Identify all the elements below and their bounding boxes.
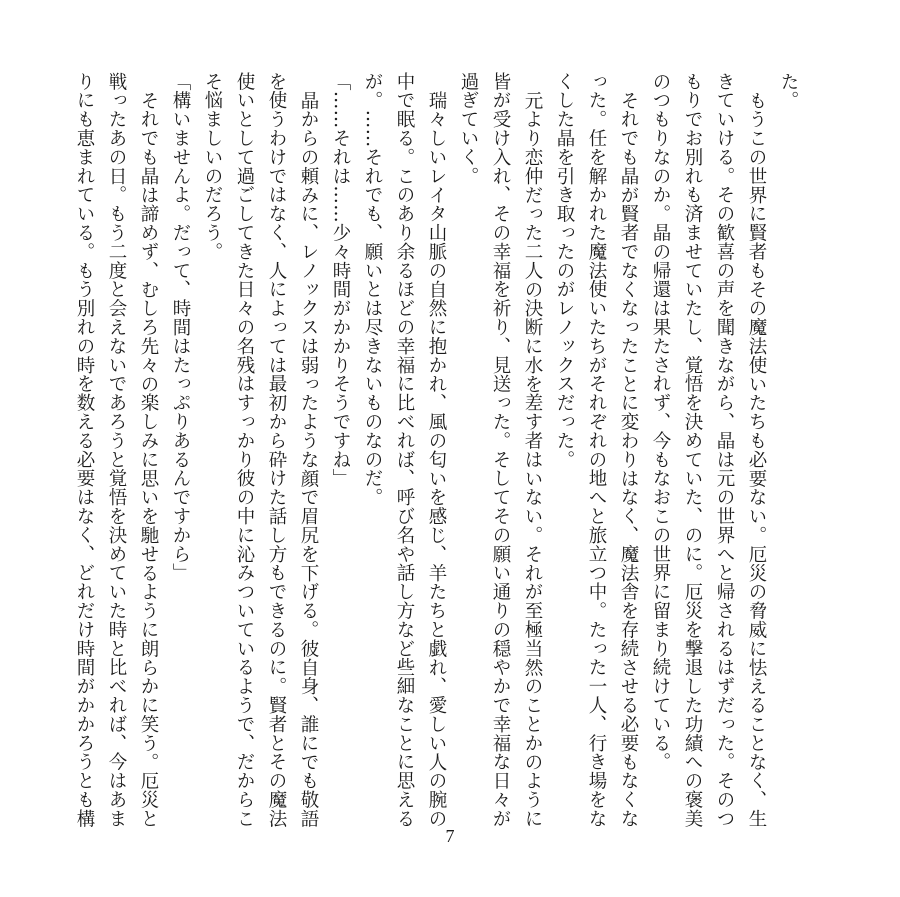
paragraph: 晶からの頼みに、レノックスは弱ったような顔で眉尻を下げる。彼自身、誰にでも敬語を使うわけではなく、人によっては最初から砕けた話し方もできるのに。賢者とその魔法使いとして過ごしてきた日々の名残はすっかり彼の中に沁みついているようで、だからこそ悩ましいのだろう。 xyxy=(202,72,319,828)
paragraph: 瑞々しいレイタ山脈の自然に抱かれ、風の匂いを感じ、羊たちと戯れ、愛しい人の腕の中で眠る。このあり余るほどの幸福に比べれば、呼び名や話し方など些細なことに思えるが。……それでも、願いとは尽きないものなのだ。 xyxy=(362,72,447,828)
vertical-text-body xyxy=(68,72,804,832)
dialogue-line: 「構いませんよ。だって、時間はたっぷりあるんですから」 xyxy=(170,72,191,583)
paragraph: もうこの世界に賢者もその魔法使いたちも必要ない。厄災の脅威に怯えることなく、生きていける。その歓喜の声を聞きながら、晶は元の世界へと帰されるはずだった。そのつもりでお別れも済ませていたし、覚悟を決めていた、のに。厄災を撃退した功績への褒美のつもりなのか。晶の帰還は果たされず、今もなおこの世界に留まり続けている。 xyxy=(650,72,767,828)
paragraph: 元より恋仲だった二人の決断に水を差す者はいない。それが至極当然のことかのように皆が受け入れ、その幸福を祈り、見送った。そしてその願い通りの穏やかで幸福な日々が過ぎていく。 xyxy=(458,72,543,828)
dialogue-line: 「……それは……少々時間がかかりそうですね」 xyxy=(330,72,351,488)
paragraph: それでも晶が賢者でなくなったことに変わりはなく、魔法舎を存続させる必要もなくなった。任を解かれた魔法使いたちがそれぞれの地へと旅立つ中。たった一人、行き場をなくした晶を引き取ったのがレノックスだった。 xyxy=(554,72,639,828)
page-number: 7 xyxy=(445,826,455,846)
paragraph: た。 xyxy=(778,72,799,110)
paragraph: それでも晶は諦めず、むしろ先々の楽しみに思いを馳せるように朗らかに笑う。厄災と戦ったあの日。もう二度と会えないであろうと覚悟を決めていた時と比べれば、今はあまりにも恵まれている。もう別れの時を数える必要はなく、どれだけ時間がかかろうとも構 xyxy=(74,72,159,828)
